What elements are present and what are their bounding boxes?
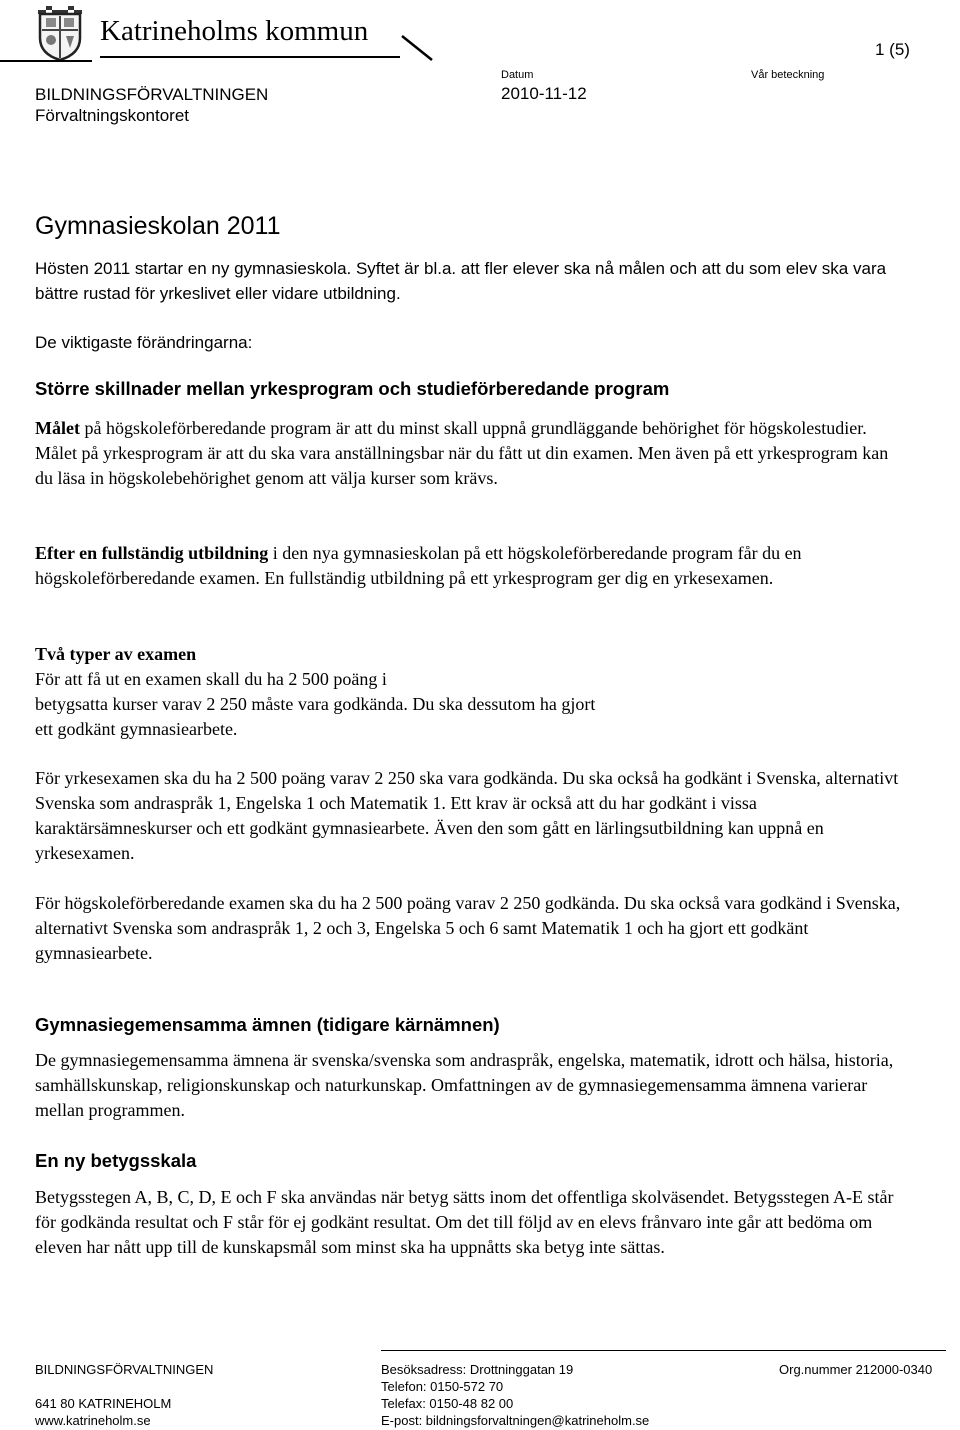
exam-types-line-1: För att få ut en examen skall du ha 2 500 poäng i bbox=[35, 669, 387, 689]
office-name: Förvaltningskontoret bbox=[35, 106, 190, 125]
crest-icon bbox=[32, 0, 88, 62]
header-slash bbox=[398, 32, 438, 64]
section-heading-common-subjects: Gymnasiegemensamma ämnen (tidigare kärnämnen) bbox=[35, 1014, 500, 1035]
section-paragraph-vocational-exam: För yrkesexamen ska du ha 2 500 poäng varav 2 250 ska vara godkända. Du ska också ha godkänt i Svenska, alternativt Svenska som andraspråk 1, Engelska 1 och Matematik 1. Ett krav är också att du har godkänt i vissa karaktärsämneskurser och ett godkänt gymnasiearbete. Även den som gått en lärlingsutbildning kan uppnå en yrkesexamen. bbox=[35, 768, 899, 863]
full-education-bold-lead: Efter en fullständig utbildning bbox=[35, 543, 269, 563]
footer-fax: Telefax: 0150-48 82 00 bbox=[381, 1396, 514, 1411]
municipality-crest bbox=[32, 0, 88, 62]
date-label: Datum bbox=[501, 69, 534, 81]
changes-label: De viktigaste förändringarna: bbox=[35, 333, 253, 352]
section-paragraph-goals bbox=[35, 416, 910, 491]
footer-website: www.katrineholm.se bbox=[35, 1413, 151, 1428]
footer-visit-address: Besöksadress: Drottninggatan 19 bbox=[381, 1362, 574, 1377]
section-heading-grading-scale: En ny betygsskala bbox=[35, 1150, 197, 1171]
exam-types-line-2: betygsatta kurser varav 2 250 måste vara godkända. Du ska dessutom ha gjort bbox=[35, 694, 596, 714]
footer-rule bbox=[381, 1350, 946, 1351]
reference-label: Vår beteckning bbox=[751, 69, 825, 81]
header-rule-left bbox=[0, 60, 92, 62]
exam-types-heading: Två typer av examen bbox=[35, 644, 197, 664]
goal-bold-lead: Målet bbox=[35, 418, 80, 438]
section-exam-types bbox=[35, 642, 910, 742]
footer-org-number: Org.nummer 212000-0340 bbox=[779, 1362, 933, 1377]
header-rule-under-name bbox=[100, 56, 400, 58]
page-number: 1 (5) bbox=[875, 40, 910, 59]
footer-email: E-post: bildningsforvaltningen@katrineholm.se bbox=[381, 1413, 650, 1428]
document-title: Gymnasieskolan 2011 bbox=[35, 212, 281, 240]
section-paragraph-grading-scale: Betygsstegen A, B, C, D, E och F ska användas när betyg sätts inom det offentliga skolväsendet. Betygsstegen A-E står för godkända resultat och F står för ej godkänt resultat. Om det till följd av en elevs frånvaro inte går att bedöma om eleven har nått upp till de kunskapsmål som minst ska ha uppnåtts ska betyg inte sättas. bbox=[35, 1187, 894, 1257]
footer-postal-address: 641 80 KATRINEHOLM bbox=[35, 1396, 172, 1411]
footer-phone: Telefon: 0150-572 70 bbox=[381, 1379, 504, 1394]
full-education-text: i den nya gymnasieskolan på ett högskoleförberedande program får du en högskoleförberedande examen. En fullständig utbildning på ett yrkesprogram ger dig en yrkesexamen. bbox=[35, 543, 802, 588]
organization-name: Katrineholms kommun bbox=[100, 15, 369, 47]
section-heading-program-differences: Större skillnader mellan yrkesprogram och studieförberedande program bbox=[35, 378, 670, 399]
goal-text: på högskoleförberedande program är att du minst skall uppnå grundläggande behörighet för högskolestudier. Målet på yrkesprogram är att du ska vara anställningsbar när du fått ut din examen. Men även på ett yrkesprogram kan du läsa in högskolebehörighet genom att välja kurser som krävs. bbox=[35, 418, 889, 488]
date-value: 2010-11-12 bbox=[501, 84, 587, 103]
intro-paragraph: Hösten 2011 startar en ny gymnasieskola. Syftet är bl.a. att fler elever ska nå målen och att du som elev ska vara bättre rustad för yrkeslivet eller vidare utbildning. bbox=[35, 259, 887, 303]
footer-department: BILDNINGSFÖRVALTNINGEN bbox=[35, 1362, 214, 1377]
exam-types-line-3: ett godkänt gymnasiearbete. bbox=[35, 719, 238, 739]
section-paragraph-full-education bbox=[35, 541, 910, 591]
section-paragraph-academic-exam: För högskoleförberedande examen ska du ha 2 500 poäng varav 2 250 godkända. Du ska också vara godkänd i Svenska, alternativt Svenska som andraspråk 1, 2 och 3, Engelska 5 och 6 samt Matematik 1 och ha gjort ett godkänt gymnasiearbete. bbox=[35, 893, 901, 963]
department-name: BILDNINGSFÖRVALTNINGEN bbox=[35, 85, 269, 104]
section-paragraph-common-subjects: De gymnasiegemensamma ämnena är svenska/svenska som andraspråk, engelska, matematik, idrott och hälsa, historia, samhällskunskap, religionskunskap och naturkunskap. Omfattningen av de gymnasiegemensamma ämnena varierar mellan programmen. bbox=[35, 1050, 894, 1120]
